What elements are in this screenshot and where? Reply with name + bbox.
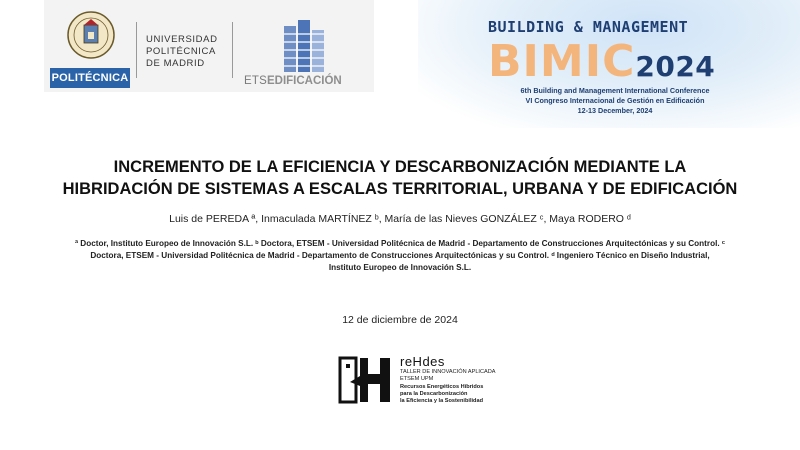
bimic-conference-es: VI Congreso Internacional de Gestión en Edificación bbox=[525, 96, 705, 105]
bimic-tagline: BUILDING & MANAGEMENT bbox=[488, 18, 689, 36]
rehdes-logo-icon bbox=[336, 352, 394, 408]
affiliations: ª Doctor, Instituto Europeo de Innovación S.L. ᵇ Doctora, ETSEM - Universidad Politécnica de Madrid - Departamento de Construcciones Arquitectónicas y su Control. ᶜ Doctora, ETSEM - Universidad Politécnica de Madrid - Departamento de Construcciones Arquitectónicas y su Control. ᵈ Ingeniero Técnico en Diseño Industrial, Instituto Europeo de Innovación S.L. bbox=[74, 239, 726, 272]
authors: Luis de PEREDA ª, Inmaculada MARTÍNEZ ᵇ, María de las Nieves GONZÁLEZ ᶜ, Maya RODERO ᵈ bbox=[169, 213, 631, 225]
rehdes-name: reHdes bbox=[400, 354, 445, 369]
rehdes-subtitle: ETSEM UPM bbox=[400, 376, 434, 382]
rehdes-tagline: para la Descarbonización bbox=[400, 391, 468, 397]
politecnica-band: POLITÉCNICA bbox=[50, 68, 130, 88]
page-title: INCREMENTO DE LA EFICIENCIA Y DESCARBONIZACIÓN MEDIANTE LA HIBRIDACIÓN DE SISTEMAS A ESCALAS TERRITORIAL, URBANA Y DE EDIFICACIÓN bbox=[62, 158, 738, 198]
ets-building-icon bbox=[280, 20, 328, 76]
header-logos bbox=[44, 0, 374, 92]
rehdes-subtitle: TALLER DE INNOVACIÓN APLICADA bbox=[400, 369, 496, 375]
rehdes-tagline: Recursos Energéticos Híbridos bbox=[400, 384, 484, 390]
bimic-dates: 12-13 December, 2024 bbox=[577, 106, 653, 115]
divider bbox=[232, 22, 233, 78]
bimic-logo: BIMIC2024 bbox=[488, 36, 716, 87]
rehdes-tagline: la Eficiencia y la Sostenibilidad bbox=[400, 398, 484, 404]
presentation-date: 12 de diciembre de 2024 bbox=[342, 314, 458, 326]
upm-name: UNIVERSIDAD POLITÉCNICA DE MADRID bbox=[146, 34, 218, 69]
upm-seal-icon bbox=[66, 8, 116, 66]
ets-edificacion-label: ETSEDIFICACIÓN bbox=[244, 75, 342, 87]
divider bbox=[136, 22, 137, 78]
bimic-conference-en: 6th Building and Management International Conference bbox=[520, 86, 710, 95]
